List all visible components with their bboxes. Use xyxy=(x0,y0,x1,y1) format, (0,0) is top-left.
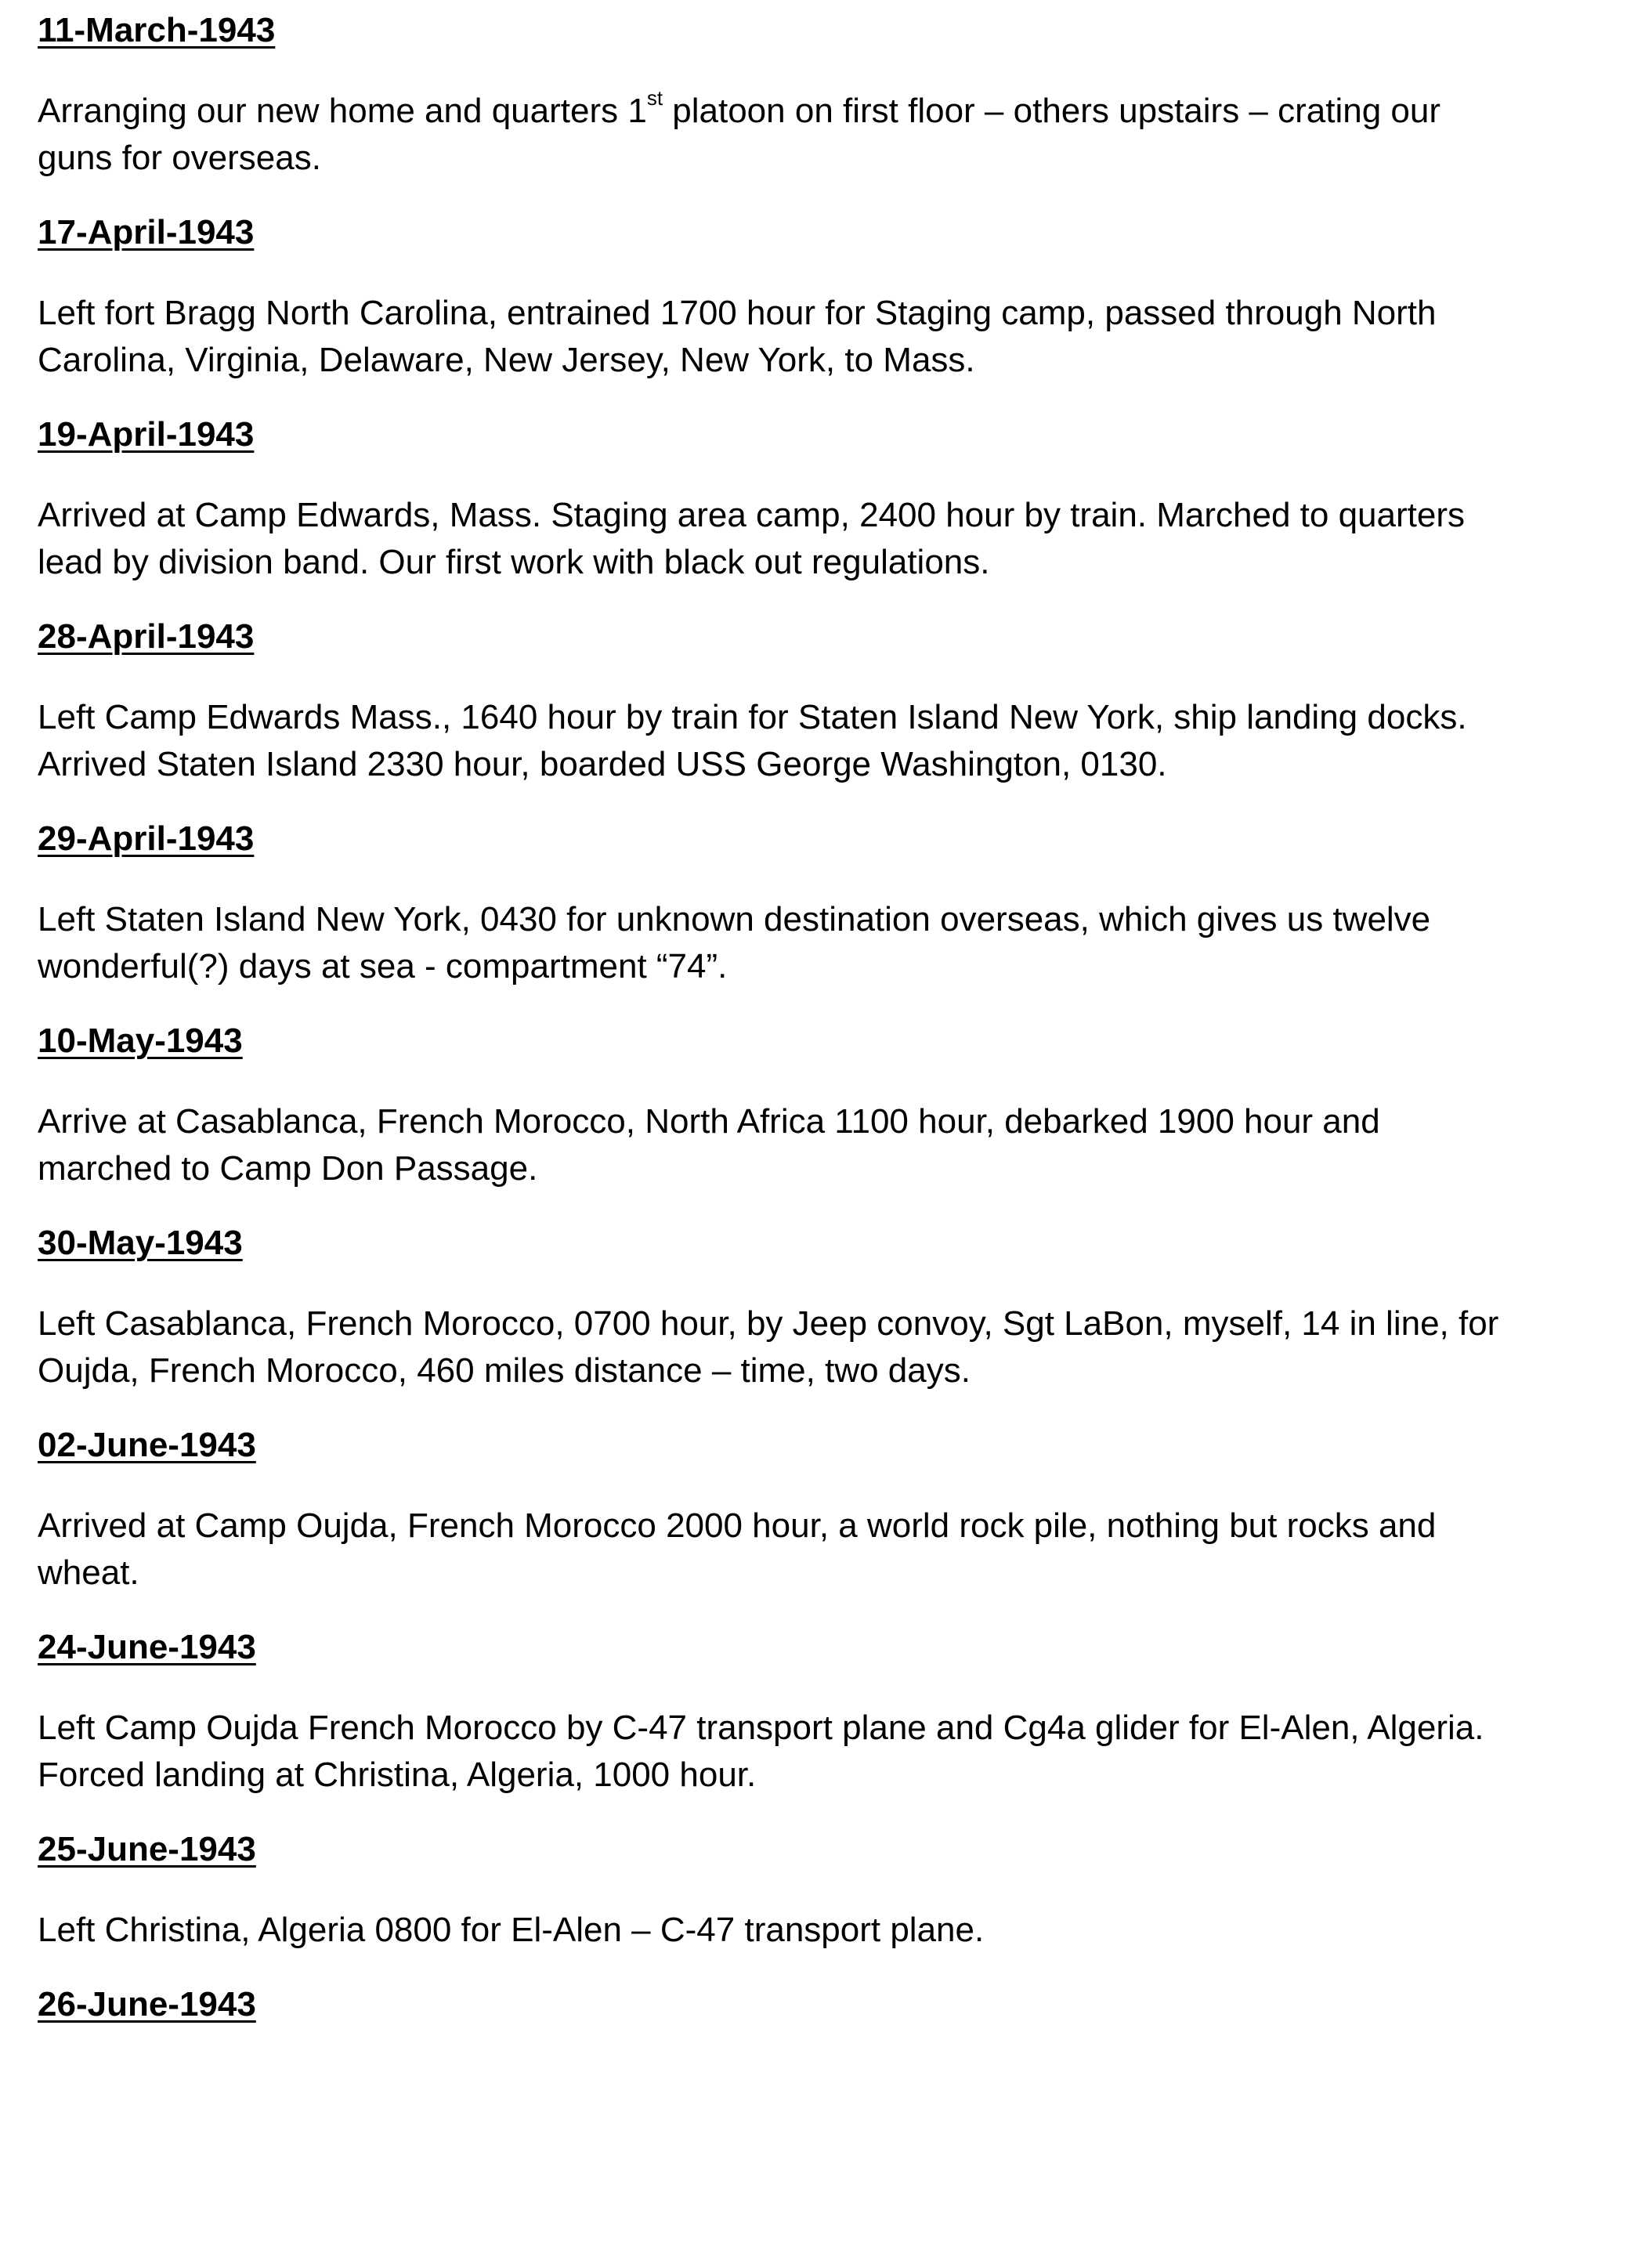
entry-date: 25-June-1943 xyxy=(38,1830,256,1868)
diary-entry xyxy=(38,818,1589,990)
entry-line: Left Casablanca, French Morocco, 0700 hour, by Jeep convoy, Sgt LaBon, myself, 14 in line, for xyxy=(38,1304,1499,1343)
entry-line: marched to Camp Don Passage. xyxy=(38,1149,538,1188)
entry-line: Left Staten Island New York, 0430 for unknown destination overseas, which gives us twelve xyxy=(38,900,1431,938)
entry-text xyxy=(38,1907,1589,1954)
entry-line: Arrived at Camp Edwards, Mass. Staging area camp, 2400 hour by train. Marched to quarters xyxy=(38,496,1465,534)
entry-text xyxy=(38,1503,1589,1597)
entry-line: Left fort Bragg North Carolina, entrained 1700 hour for Staging camp, passed through North xyxy=(38,294,1437,332)
diary-entry xyxy=(38,1828,1589,1954)
entry-text xyxy=(38,88,1589,182)
entry-line: Arrive at Casablanca, French Morocco, North Africa 1100 hour, debarked 1900 hour and xyxy=(38,1102,1380,1141)
entry-line: Left Camp Oujda French Morocco by C-47 transport plane and Cg4a glider for El-Alen, Algeria. xyxy=(38,1709,1484,1747)
entry-line: Left Camp Edwards Mass., 1640 hour by train for Staten Island New York, ship landing docks. xyxy=(38,698,1467,736)
entry-text xyxy=(38,694,1589,788)
diary-entry xyxy=(38,9,1589,182)
entry-date: 28-April-1943 xyxy=(38,617,255,656)
entry-line: Arrived at Camp Oujda, French Morocco 2000 hour, a world rock pile, nothing but rocks and xyxy=(38,1506,1437,1545)
diary-entry xyxy=(38,212,1589,384)
entry-line: wonderful(?) days at sea - compartment “74”. xyxy=(38,947,728,985)
entry-line: Oujda, French Morocco, 460 miles distance – time, two days. xyxy=(38,1351,971,1390)
diary-entry xyxy=(38,1424,1589,1597)
diary-entry xyxy=(38,1984,1589,2026)
entry-date: 17-April-1943 xyxy=(38,213,255,251)
entry-date: 10-May-1943 xyxy=(38,1022,243,1060)
diary-page xyxy=(38,9,1589,2062)
entry-text xyxy=(38,1300,1589,1394)
entry-date: 29-April-1943 xyxy=(38,819,255,858)
entry-line: Arrived Staten Island 2330 hour, boarded USS George Washington, 0130. xyxy=(38,745,1167,783)
entry-text xyxy=(38,1705,1589,1799)
diary-entry xyxy=(38,414,1589,586)
entry-line-part: platoon on first floor – others upstairs – crating our xyxy=(663,92,1441,130)
entry-line-part: Arranging our new home and quarters 1 xyxy=(38,92,647,130)
entry-date: 30-May-1943 xyxy=(38,1224,243,1262)
entry-line: Left Christina, Algeria 0800 for El-Alen – C-47 transport plane. xyxy=(38,1911,985,1949)
diary-entry xyxy=(38,1020,1589,1192)
entry-line: Carolina, Virginia, Delaware, New Jersey, New York, to Mass. xyxy=(38,341,975,379)
entry-text xyxy=(38,492,1589,586)
entry-line: wheat. xyxy=(38,1553,139,1592)
entry-line: guns for overseas. xyxy=(38,139,321,177)
entry-date: 26-June-1943 xyxy=(38,1985,256,2023)
entry-line xyxy=(38,88,1589,135)
diary-entry xyxy=(38,616,1589,788)
entry-date: 24-June-1943 xyxy=(38,1628,256,1666)
entry-date: 02-June-1943 xyxy=(38,1426,256,1464)
entry-text xyxy=(38,1098,1589,1192)
ordinal-suffix: st xyxy=(646,86,663,110)
entry-text xyxy=(38,290,1589,384)
entry-date: 19-April-1943 xyxy=(38,415,255,454)
diary-entry xyxy=(38,1626,1589,1799)
diary-entry xyxy=(38,1222,1589,1394)
entry-line: Forced landing at Christina, Algeria, 1000 hour. xyxy=(38,1756,757,1794)
entry-line: lead by division band. Our first work with black out regulations. xyxy=(38,543,990,581)
entry-text xyxy=(38,896,1589,990)
entry-date: 11-March-1943 xyxy=(38,11,276,49)
